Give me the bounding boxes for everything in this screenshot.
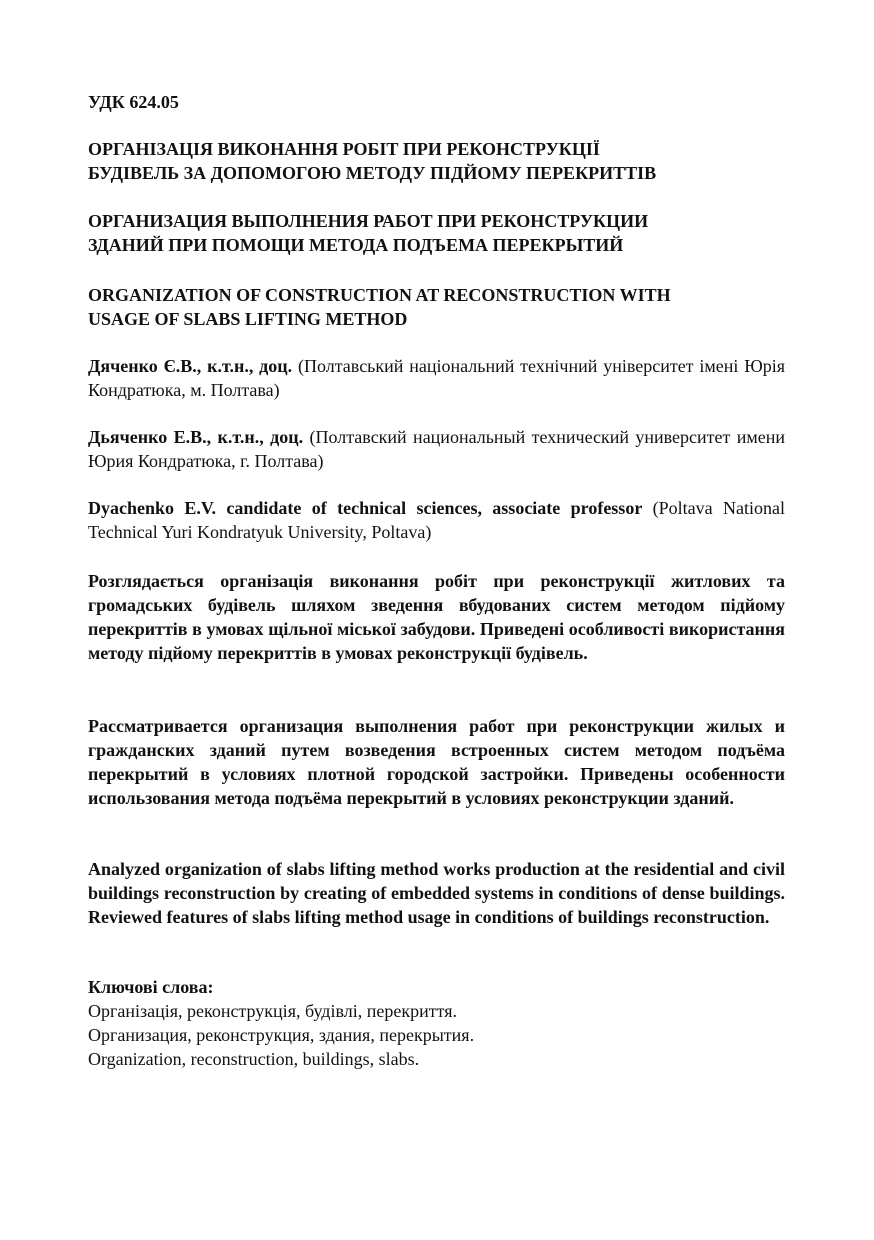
title-ukrainian: ОРГАНІЗАЦІЯ ВИКОНАННЯ РОБІТ ПРИ РЕКОНСТРУКЦІЇ БУДІВЕЛЬ ЗА ДОПОМОГОЮ МЕТОДУ ПІДЙОМУ ПЕРЕКРИТТІВ <box>88 139 657 183</box>
keywords-english: Organization, reconstruction, buildings, slabs. <box>88 1049 420 1069</box>
author-name-english: Dyachenko E.V. candidate of technical sciences, associate professor <box>88 498 643 518</box>
author-affiliation-ukrainian: (Полтавський національний технічний університет імені Юрія Кондратюка, м. Полтава) <box>88 356 785 400</box>
keywords-ukrainian: Організація, реконструкція, будівлі, перекриття. <box>88 1001 457 1021</box>
abstract-ukrainian: Розглядається організація виконання робіт при реконструкції житлових та громадських будівель шляхом зведення вбудованих систем методом підйому перекриттів в умовах щільної міської забудови. Приведені особливості використання методу підйому перекриттів в умовах реконструкції будівель. <box>88 571 785 663</box>
keywords-russian: Организация, реконструкция, здания, перекрытия. <box>88 1025 475 1045</box>
author-name-russian: Дьяченко Е.В., к.т.н., доц. <box>88 427 304 447</box>
author-ukrainian <box>88 354 785 402</box>
author-affiliation-russian: (Полтавский национальный технический университет имени Юрия Кондратюка, г. Полтава) <box>88 427 786 471</box>
title-russian: ОРГАНИЗАЦИЯ ВЫПОЛНЕНИЯ РАБОТ ПРИ РЕКОНСТРУКЦИИ ЗДАНИЙ ПРИ ПОМОЩИ МЕТОДА ПОДЪЕМА ПЕРЕКРЫТИЙ <box>88 211 649 255</box>
author-name-ukrainian: Дяченко Є.В., к.т.н., доц. <box>88 356 293 376</box>
author-affiliation-english: (Poltava National Technical Yuri Kondratyuk University, Poltava) <box>88 498 785 542</box>
keywords-title: Ключові слова: <box>88 977 214 997</box>
udc-code: УДК 624.05 <box>88 92 179 112</box>
title-english: ORGANIZATION OF CONSTRUCTION AT RECONSTRUCTION WITH USAGE OF SLABS LIFTING METHOD <box>88 285 671 329</box>
author-english <box>88 496 785 544</box>
keywords-section <box>88 975 785 1071</box>
abstract-english: Analyzed organization of slabs lifting method works production at the residential and civil buildings reconstruction by creating of embedded systems in conditions of dense buildings. Reviewed features of slabs lifting method usage in conditions of buildings reconstruction. <box>88 859 785 927</box>
abstract-russian: Рассматривается организация выполнения работ при реконструкции жилых и гражданских зданий путем возведения встроенных систем методом подъёма перекрытий в условиях плотной городской застройки. Приведены особенности использования метода подъёма перекрытий в условиях реконструкции зданий. <box>88 716 785 808</box>
author-russian <box>88 425 785 473</box>
